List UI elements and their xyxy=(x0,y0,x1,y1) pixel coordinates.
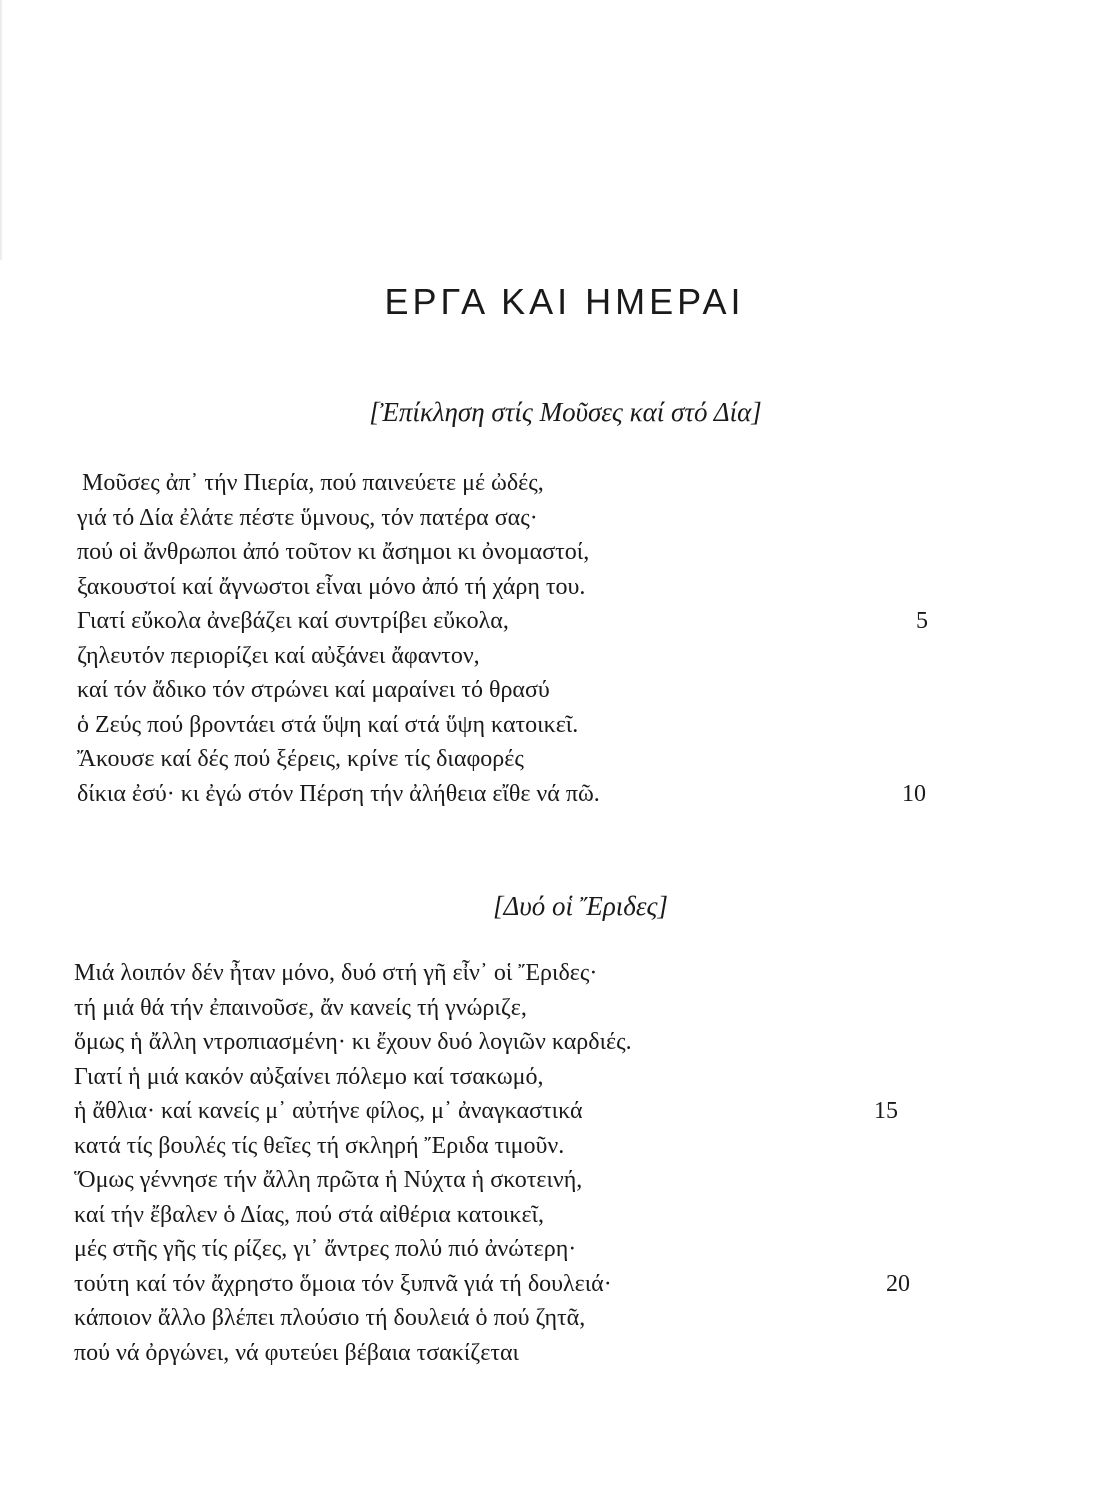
verse-line xyxy=(74,1232,954,1267)
verse-text: τή μιά θά τήν ἐπαινοῦσε, ἄν κανείς τή γνώριζε, xyxy=(74,994,527,1021)
section-heading-erides: [Δυό οἱ Ἔριδες] xyxy=(493,891,668,921)
verse-line xyxy=(74,777,954,812)
page-edge-shadow xyxy=(0,0,3,260)
verse-text: ξακουστοί καί ἄγνωστοι εἶναι μόνο ἀπό τή χάρη του. xyxy=(77,573,586,600)
line-number: 10 xyxy=(902,780,926,807)
line-number: 15 xyxy=(874,1098,898,1124)
verse-line xyxy=(74,1129,954,1164)
verse-line xyxy=(74,1301,954,1336)
verse-text: μές στῆς γῆς τίς ρίζες, γι᾽ ἄντρες πολύ πιό ἀνώτερη· xyxy=(74,1236,577,1262)
verse-line xyxy=(74,1025,954,1060)
verse-line xyxy=(74,501,954,536)
verse-line xyxy=(74,742,954,777)
verse-text: δίκια ἐσύ· κι ἐγώ στόν Πέρση τήν ἀλήθεια εἴθε νά πῶ. xyxy=(77,780,600,807)
section-heading-invocation: [Ἐπίκληση στίς Μοῦσες καί στό Δία] xyxy=(369,397,762,427)
verse-line xyxy=(74,991,954,1026)
verse-text: Ὅμως γέννησε τήν ἄλλη πρῶτα ἡ Νύχτα ἡ σκοτεινή, xyxy=(74,1167,583,1193)
verse-text: πού νά ὀργώνει, νά φυτεύει βέβαια τσακίζεται xyxy=(74,1339,519,1366)
verse-text: ὅμως ἡ ἄλλη ντροπιασμένη· κι ἔχουν δυό λογιῶν καρδιές. xyxy=(74,1029,632,1055)
verse-text: κάποιον ἄλλο βλέπει πλούσιο τή δουλειά ὁ πού ζητᾶ, xyxy=(74,1305,586,1331)
verse-text: Γιατί ἡ μιά κακόν αὐξαίνει πόλεμο καί τσακωμό, xyxy=(74,1063,544,1090)
page-title: ΕΡΓΑ ΚΑΙ ΗΜΕΡΑΙ xyxy=(384,281,745,322)
verse-line xyxy=(74,956,954,991)
verse-line xyxy=(74,673,954,708)
verse-text: γιά τό Δία ἐλάτε πέστε ὕμνους, τόν πατέρα σας· xyxy=(77,504,538,531)
verse-line xyxy=(74,1094,954,1129)
verse-line xyxy=(74,466,954,501)
verse-line xyxy=(74,1336,954,1371)
verse-line xyxy=(74,604,954,639)
verse-text: Ἄκουσε καί δές πού ξέρεις, κρίνε τίς διαφορές xyxy=(77,746,524,772)
verse-text: Μιά λοιπόν δέν ἦταν μόνο, δυό στή γῆ εἶν᾽ οἱ Ἔριδες· xyxy=(74,960,598,986)
verse-line xyxy=(74,535,954,570)
verse-text: πού οἱ ἄνθρωποι ἀπό τοῦτον κι ἄσημοι κι ὀνομαστοί, xyxy=(77,539,590,565)
line-number: 5 xyxy=(916,608,928,634)
verse-line xyxy=(74,1163,954,1198)
verse-text: ὁ Ζεύς πού βροντάει στά ὕψη καί στά ὕψη κατοικεῖ. xyxy=(77,711,579,738)
verse-line xyxy=(74,1267,954,1302)
verse-text: καί τόν ἄδικο τόν στρώνει καί μαραίνει τό θρασύ xyxy=(77,677,550,703)
verse-text: ἡ ἄθλια· καί κανείς μ᾽ αὐτήνε φίλος, μ᾽ ἀναγκαστικά xyxy=(74,1098,583,1124)
verse-line xyxy=(74,570,954,605)
verse-text: καί τήν ἔβαλεν ὁ Δίας, πού στά αἰθέρια κατοικεῖ, xyxy=(74,1201,544,1228)
verse-text: τούτη καί τόν ἄχρηστο ὅμοια τόν ξυπνᾶ γιά τή δουλειά· xyxy=(74,1270,612,1297)
verse-line xyxy=(74,639,954,674)
verse-line xyxy=(74,1198,954,1233)
verse-text: ζηλευτόν περιορίζει καί αὐξάνει ἄφαντον, xyxy=(77,642,480,669)
verse-text: Μοῦσες ἀπ᾽ τήν Πιερία, πού παινεύετε μέ ὠδές, xyxy=(82,470,544,496)
stanza-erides xyxy=(74,956,954,1370)
stanza-invocation xyxy=(74,466,954,811)
line-number: 20 xyxy=(886,1270,910,1297)
verse-text: κατά τίς βουλές τίς θεῖες τή σκληρή Ἔριδα τιμοῦν. xyxy=(74,1132,565,1159)
verse-text: Γιατί εὔκολα ἀνεβάζει καί συντρίβει εὔκολα, xyxy=(77,608,509,634)
verse-line xyxy=(74,1060,954,1095)
verse-line xyxy=(74,708,954,743)
